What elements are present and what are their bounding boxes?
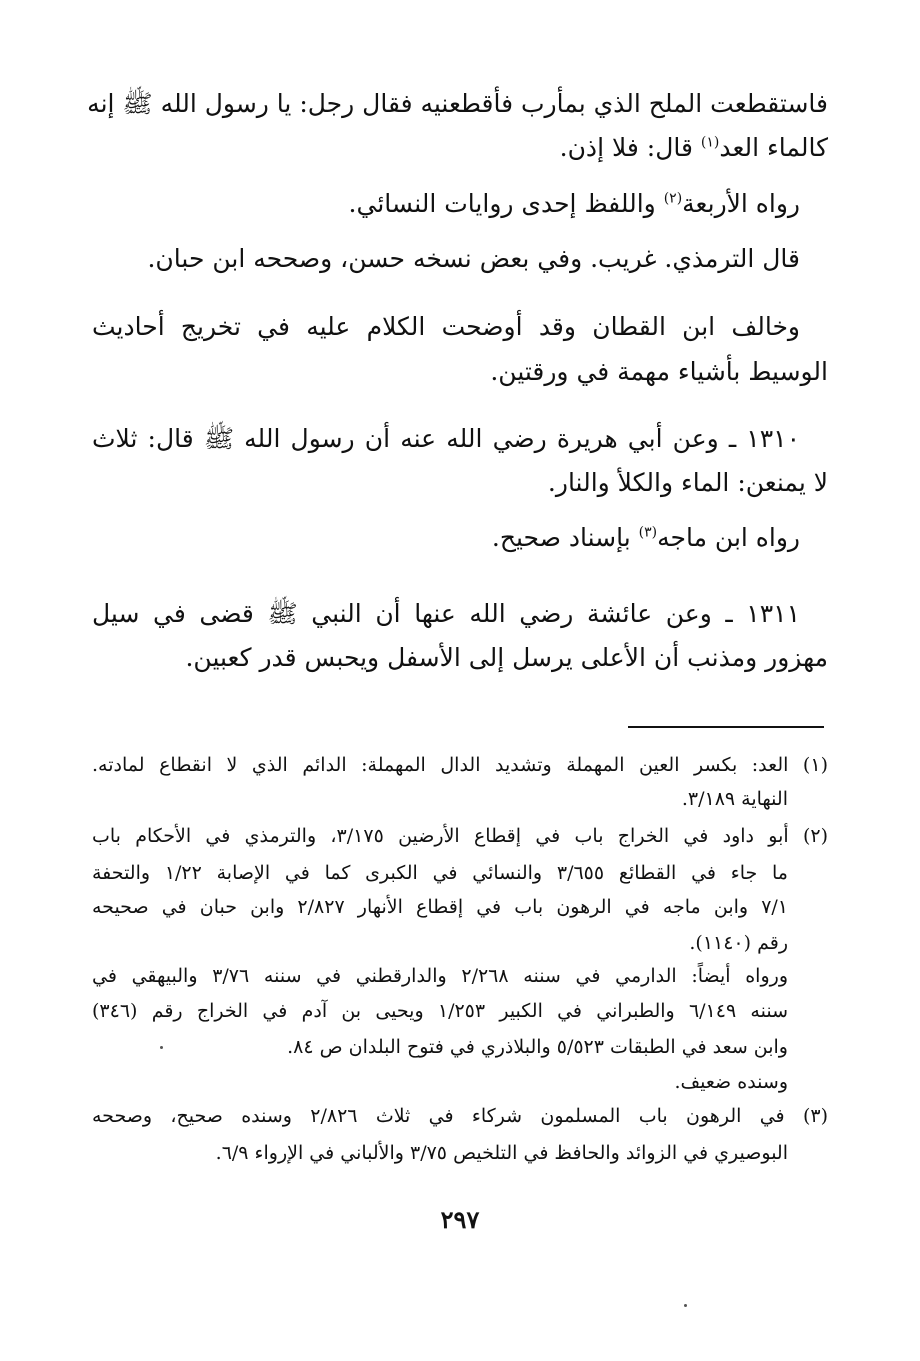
footnote-line: البوصيري في الزوائد والحافظ في التلخيص ٣/٧٥ والألباني في الإرواء ٦/٩. (215, 1142, 788, 1164)
footnote-ref: (١) (700, 134, 720, 151)
footnote-ref: (٣) (638, 524, 658, 541)
footnote-line: سننه ٦/١٤٩ والطبراني في الكبير ١/٢٥٣ ويحيى بن آدم في الخراج رقم (٣٤٦) (92, 1000, 788, 1022)
main-line (92, 188, 800, 220)
footnote-separator (628, 726, 824, 728)
main-text: رواه الأربعة (682, 189, 800, 218)
scan-speck (160, 1046, 163, 1049)
scan-speck (684, 1304, 687, 1307)
main-text: قال: فلا إذن. (559, 133, 701, 162)
footnote-line: رقم (١١٤٠). (689, 932, 788, 954)
footnote-line: النهاية ٣/١٨٩. (681, 788, 788, 810)
main-line (92, 522, 800, 554)
footnote-line: ورواه أيضاً: الدارمي في سننه ٢/٢٦٨ والدارقطني في سننه ٣/٧٦ والبيهقي في (92, 965, 788, 987)
footnote-line: ٧/١ وابن ماجه في الرهون باب في إقطاع الأنهار ٢/٨٢٧ وابن حبان في صحيحه (92, 896, 788, 918)
footnote-line: (١) العد: بكسر العين المهملة وتشديد الدال المهملة: الدائم الذي لا انقطاع لمادته. (92, 754, 828, 776)
hadith-1311-line: مهزور ومذنب أن الأعلى يرسل إلى الأسفل ويحبس قدر كعبين. (185, 643, 828, 672)
hadith-1310-line: لا يمنعن: الماء والكلأ والنار. (547, 468, 828, 497)
footnote-line: ما جاء في القطائع ٣/٦٥٥ والنسائي في الكبرى كما في الإصابة ١/٢٢ والتحفة (92, 862, 788, 884)
hadith-1311-line: ١٣١١ ـ وعن عائشة رضي الله عنها أن النبي ﷺ قضى في سيل (92, 599, 800, 628)
footnote-line: وابن سعد في الطبقات ٥/٥٢٣ والبلاذري في فتوح البلدان ص ٨٤. (287, 1036, 788, 1058)
footnote-line: وسنده ضعيف. (674, 1071, 788, 1093)
main-text: بإسناد صحيح. (491, 523, 639, 552)
main-line: فاستقطعت الملح الذي بمأرب فأقطعنيه فقال رجل: يا رسول الله ﷺ إنه (87, 89, 828, 118)
footnote-line: (٢) أبو داود في الخراج باب في إقطاع الأرضين ٣/١٧٥، والترمذي في الأحكام باب (92, 825, 828, 847)
main-text: رواه ابن ماجه (657, 523, 800, 552)
main-line: وخالف ابن القطان وقد أوضحت الكلام عليه في تخريج أحاديث (92, 312, 800, 341)
main-text: كالماء العد (719, 133, 828, 162)
main-line: قال الترمذي. غريب. وفي بعض نسخه حسن، وصححه ابن حبان. (147, 244, 800, 273)
main-line: الوسيط بأشياء مهمة في ورقتين. (490, 357, 828, 386)
hadith-1310-line: ١٣١٠ ـ وعن أبي هريرة رضي الله عنه أن رسول الله ﷺ قال: ثلاث (92, 424, 800, 453)
footnote-line: (٣) في الرهون باب المسلمون شركاء في ثلاث ٢/٨٢٦ وسنده صحيح، وصححه (92, 1105, 828, 1127)
page-number: ٢٩٧ (440, 1205, 480, 1234)
main-text: واللفظ إحدى روايات النسائي. (348, 189, 664, 218)
footnote-ref: (٢) (663, 190, 683, 207)
main-line (92, 132, 828, 164)
